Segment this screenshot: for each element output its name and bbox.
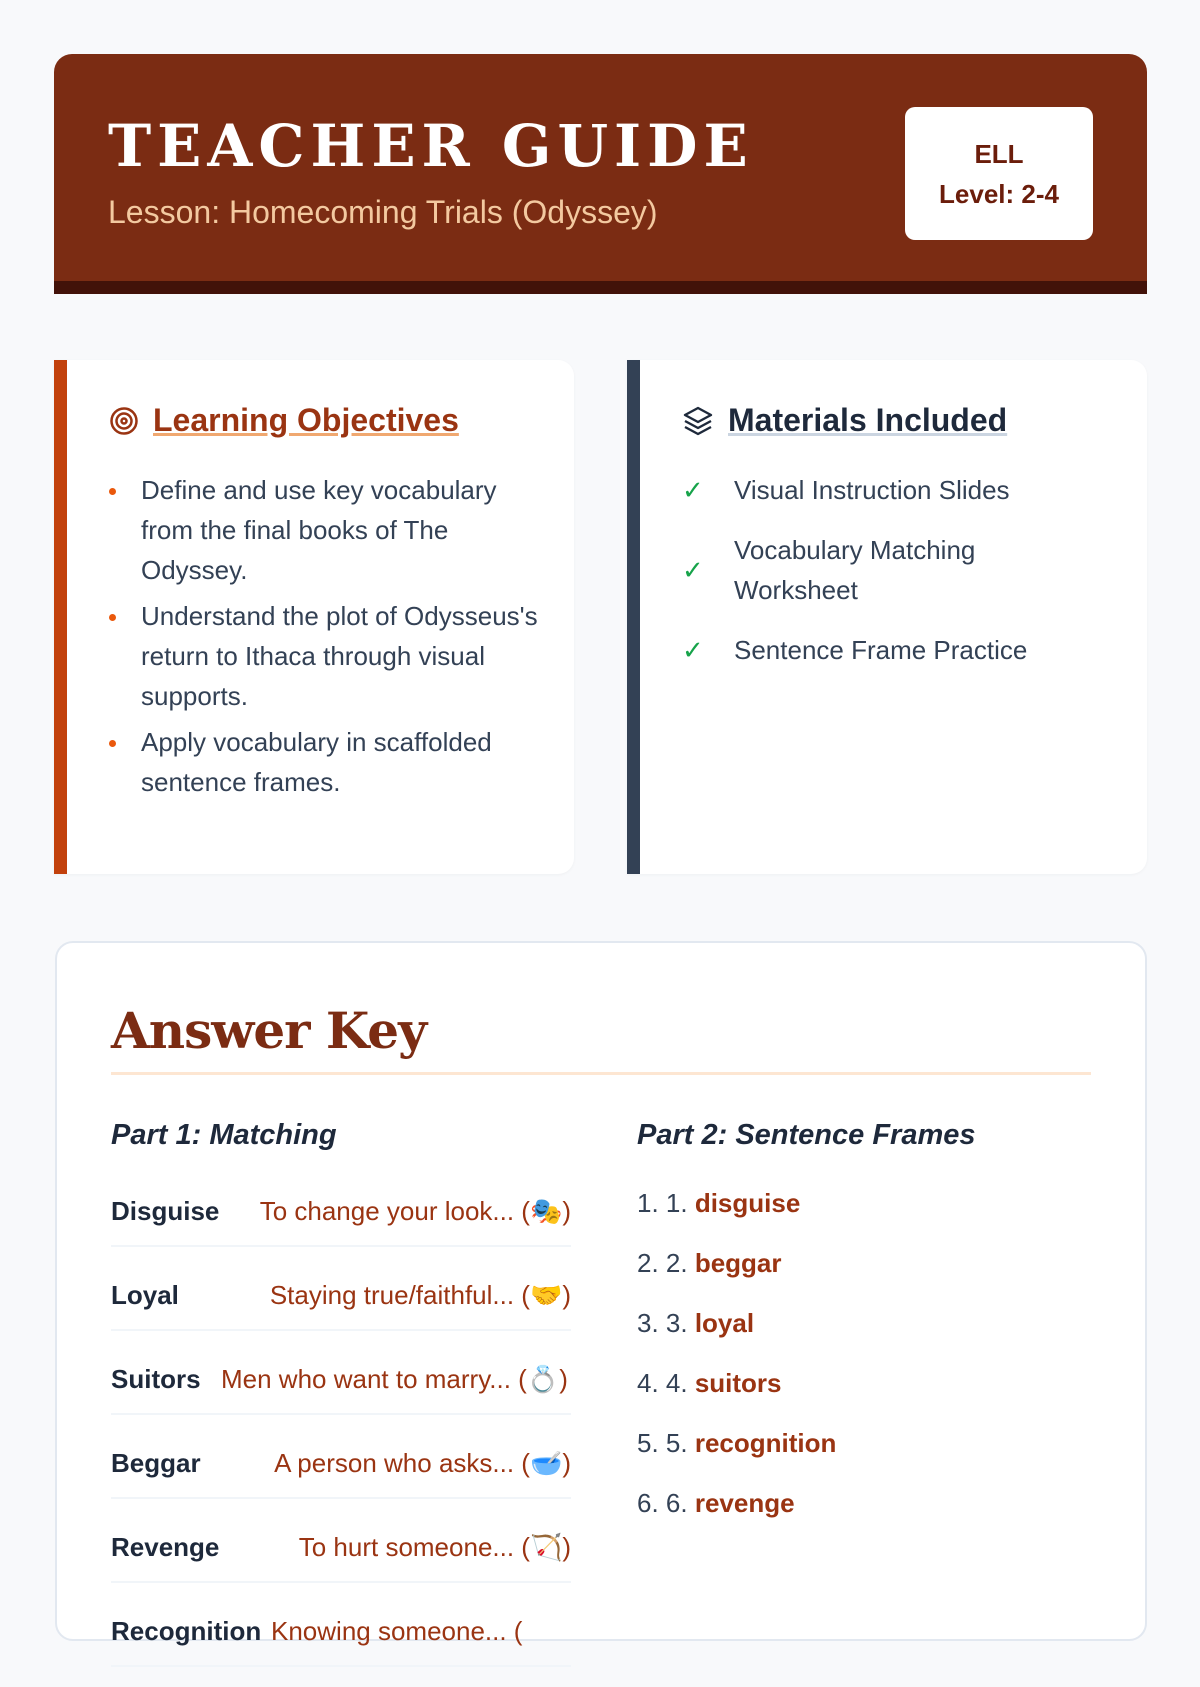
- term: Beggar: [111, 1448, 201, 1478]
- matching-row: [111, 1351, 571, 1415]
- term: Disguise: [111, 1196, 220, 1226]
- term: Recognition: [111, 1616, 262, 1646]
- term: Loyal: [111, 1280, 179, 1310]
- definition: Staying true/faithful... (🤝): [269, 1280, 571, 1310]
- matching-row: [111, 1267, 571, 1331]
- material-item: [682, 530, 1122, 610]
- frame-answer: 1. 1. disguise: [637, 1188, 801, 1218]
- part1-title: Part 1: Matching: [111, 1119, 337, 1151]
- check-icon: ✓: [682, 475, 704, 505]
- frame-answer: 3. 3. loyal: [637, 1308, 755, 1338]
- target-icon: [109, 406, 139, 436]
- term: Suitors: [111, 1364, 201, 1394]
- page-title: TEACHER GUIDE: [108, 112, 754, 180]
- material-label: Vocabulary Matching Worksheet: [734, 535, 976, 605]
- definition: Men who want to marry... (💍): [221, 1364, 568, 1394]
- frame-answer: 2. 2. beggar: [637, 1248, 782, 1278]
- divider: [111, 1072, 1091, 1075]
- objective-item: Apply vocabulary in scaffolded sentence frames.: [109, 722, 539, 802]
- matching-row: [111, 1435, 571, 1499]
- materials-heading: [682, 402, 1007, 439]
- material-item: [682, 470, 1122, 510]
- material-label: Visual Instruction Slides: [734, 475, 1010, 505]
- learning-objectives-card: [54, 360, 574, 874]
- objectives-title: Learning Objectives: [153, 402, 459, 438]
- level-badge: [905, 107, 1093, 240]
- definition: To change your look... (🎭): [259, 1196, 571, 1226]
- lesson-subtitle: Lesson: Homecoming Trials (Odyssey): [108, 194, 658, 230]
- frame-answer: 6. 6. revenge: [637, 1488, 795, 1518]
- answer-key-title: Answer Key: [111, 1001, 427, 1060]
- definition: Knowing someone... (: [271, 1616, 523, 1646]
- answer-key-card: [55, 941, 1147, 1646]
- objective-item: Understand the plot of Odysseus's return to Ithaca through visual supports.: [109, 596, 539, 716]
- layers-icon: [682, 405, 714, 437]
- term: Revenge: [111, 1532, 220, 1562]
- sentence-frames-list: [637, 1183, 836, 1543]
- page-header: [54, 54, 1147, 294]
- definition: A person who asks... (🥣): [274, 1448, 571, 1478]
- definition: To hurt someone... (🏹): [298, 1532, 571, 1562]
- materials-title: Materials Included: [728, 402, 1008, 438]
- check-icon: ✓: [682, 635, 704, 665]
- material-label: Sentence Frame Practice: [734, 635, 1028, 665]
- badge-ell: ELL: [974, 138, 1024, 169]
- objectives-heading: [109, 402, 459, 439]
- objective-item: Define and use key vocabulary from the final books of The Odyssey.: [109, 470, 539, 590]
- matching-row: [111, 1519, 571, 1583]
- frame-answer: 4. 4. suitors: [637, 1368, 782, 1398]
- part2-title: Part 2: Sentence Frames: [637, 1119, 976, 1151]
- check-icon: ✓: [682, 555, 704, 585]
- matching-list: [111, 1183, 571, 1687]
- badge-level: Level: 2-4: [939, 178, 1059, 209]
- matching-row: [111, 1603, 571, 1667]
- frame-answer: 5. 5. recognition: [637, 1428, 837, 1458]
- material-item: [682, 630, 1122, 670]
- materials-card: [627, 360, 1147, 874]
- matching-row: [111, 1183, 571, 1247]
